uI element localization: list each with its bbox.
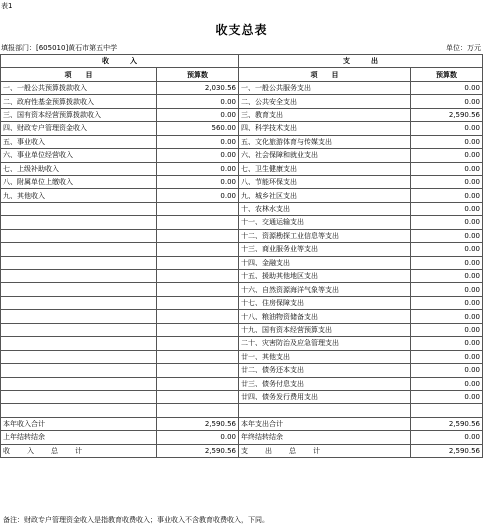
income-item-name <box>1 323 157 336</box>
income-item-name <box>1 270 157 283</box>
table-number: 表1 <box>1 2 13 10</box>
income-item-value <box>157 323 239 336</box>
reporting-department: 填报部门：[605010]黄石市第五中学 <box>1 44 118 52</box>
table-row <box>1 202 483 215</box>
income-item-value: 0.00 <box>157 135 239 148</box>
income-item-name <box>1 377 157 390</box>
table-row <box>1 364 483 377</box>
table-row <box>1 296 483 309</box>
income-item-value: 0.00 <box>157 175 239 188</box>
page-title: 收支总表 <box>215 23 268 37</box>
table-row <box>1 243 483 256</box>
expense-item-value: 0.00 <box>411 122 483 135</box>
expense-item-value: 0.00 <box>411 175 483 188</box>
table-row <box>1 323 483 336</box>
income-total-label: 收 入 总 计 <box>1 444 157 457</box>
table-row <box>1 81 483 94</box>
income-item-name <box>1 202 157 215</box>
income-item-value: 560.00 <box>157 122 239 135</box>
expense-item-name: 八、节能环保支出 <box>239 175 411 188</box>
expense-item-name: 十一、交通运输支出 <box>239 216 411 229</box>
income-item-value <box>157 202 239 215</box>
expense-item-value: 0.00 <box>411 270 483 283</box>
expense-item-name: 十三、商业服务业等支出 <box>239 243 411 256</box>
income-item-value: 2,030.56 <box>157 81 239 94</box>
expense-item-header: 项 目 <box>239 68 411 81</box>
expense-item-value: 0.00 <box>411 256 483 269</box>
income-item-name <box>1 350 157 363</box>
expense-item-name: 十八、粮油物资储备支出 <box>239 310 411 323</box>
income-total-value: 0.00 <box>157 431 239 444</box>
expense-item-name: 五、文化旅游体育与传媒支出 <box>239 135 411 148</box>
table-row <box>1 377 483 390</box>
income-item-value <box>157 243 239 256</box>
budget-summary-table <box>0 54 483 458</box>
income-item-name: 九、其他收入 <box>1 189 157 202</box>
table-row <box>1 95 483 108</box>
income-item-value <box>157 216 239 229</box>
income-item-name: 三、国有资本经营预算拨款收入 <box>1 108 157 121</box>
table-row <box>1 229 483 242</box>
income-item-value <box>157 296 239 309</box>
income-item-value <box>157 390 239 403</box>
income-item-value: 0.00 <box>157 189 239 202</box>
income-item-value: 0.00 <box>157 149 239 162</box>
expense-item-value: 0.00 <box>411 135 483 148</box>
expense-total-label: 本年支出合计 <box>239 417 411 430</box>
column-header-row <box>1 68 483 81</box>
expense-item-value: 0.00 <box>411 323 483 336</box>
table-row <box>1 404 483 417</box>
expense-item-name: 二十、灾害防治及应急管理支出 <box>239 337 411 350</box>
income-total-label: 本年收入合计 <box>1 417 157 430</box>
expense-item-value: 0.00 <box>411 283 483 296</box>
expense-item-value: 0.00 <box>411 296 483 309</box>
expense-total-value: 2,590.56 <box>411 417 483 430</box>
expense-item-value: 0.00 <box>411 149 483 162</box>
income-item-value: 0.00 <box>157 162 239 175</box>
table-row <box>1 175 483 188</box>
income-item-name: 一、一般公共预算拨款收入 <box>1 81 157 94</box>
income-item-name <box>1 310 157 323</box>
income-item-name: 五、事业收入 <box>1 135 157 148</box>
expense-item-name: 九、城乡社区支出 <box>239 189 411 202</box>
expense-item-name: 二、公共安全支出 <box>239 95 411 108</box>
income-item-value <box>157 377 239 390</box>
total-row <box>1 444 483 457</box>
expense-item-value <box>411 404 483 417</box>
expense-item-name: 廿三、债务付息支出 <box>239 377 411 390</box>
income-item-name: 二、政府性基金预算拨款收入 <box>1 95 157 108</box>
income-item-name <box>1 229 157 242</box>
expense-item-name: 廿四、债务发行费用支出 <box>239 390 411 403</box>
income-item-value <box>157 270 239 283</box>
income-item-name: 六、事业单位经营收入 <box>1 149 157 162</box>
expense-item-value: 0.00 <box>411 310 483 323</box>
expense-item-name <box>239 404 411 417</box>
income-total-value: 2,590.56 <box>157 444 239 457</box>
table-row <box>1 189 483 202</box>
table-row <box>1 283 483 296</box>
expense-item-name: 十九、国有资本经营预算支出 <box>239 323 411 336</box>
footnote: 备注：财政专户管理资金收入是指教育收费收入；事业收入不含教育收费收入，下同。 <box>3 516 269 524</box>
expense-item-name: 十五、援助其他地区支出 <box>239 270 411 283</box>
table-row <box>1 149 483 162</box>
expense-item-name: 三、教育支出 <box>239 108 411 121</box>
table-row <box>1 310 483 323</box>
expense-item-value: 0.00 <box>411 390 483 403</box>
table-row <box>1 162 483 175</box>
income-item-value <box>157 256 239 269</box>
income-item-name <box>1 256 157 269</box>
expense-item-name: 十六、自然资源海洋气象等支出 <box>239 283 411 296</box>
income-item-name <box>1 337 157 350</box>
expense-section-header: 支 出 <box>239 55 483 68</box>
income-item-name: 七、上级补助收入 <box>1 162 157 175</box>
expense-item-value: 0.00 <box>411 337 483 350</box>
unit-of-measure: 单位：万元 <box>446 44 481 52</box>
income-total-label: 上年结转结余 <box>1 431 157 444</box>
income-item-name <box>1 390 157 403</box>
expense-item-name: 十四、金融支出 <box>239 256 411 269</box>
expense-item-value: 0.00 <box>411 95 483 108</box>
table-row <box>1 256 483 269</box>
expense-item-value: 0.00 <box>411 350 483 363</box>
expense-item-name: 十、农林水支出 <box>239 202 411 215</box>
expense-item-value: 0.00 <box>411 202 483 215</box>
income-item-value: 0.00 <box>157 108 239 121</box>
income-item-name <box>1 364 157 377</box>
income-item-name <box>1 283 157 296</box>
income-item-name: 四、财政专户管理资金收入 <box>1 122 157 135</box>
expense-item-value: 0.00 <box>411 162 483 175</box>
table-row <box>1 350 483 363</box>
income-item-name <box>1 296 157 309</box>
expense-item-name: 十二、资源勘探工业信息等支出 <box>239 229 411 242</box>
income-item-value <box>157 310 239 323</box>
income-item-value <box>157 350 239 363</box>
income-item-value <box>157 229 239 242</box>
expense-total-value: 0.00 <box>411 431 483 444</box>
income-item-header: 项 目 <box>1 68 157 81</box>
expense-item-value: 0.00 <box>411 243 483 256</box>
table-row <box>1 108 483 121</box>
income-total-value: 2,590.56 <box>157 417 239 430</box>
total-row <box>1 431 483 444</box>
income-budget-header: 预算数 <box>157 68 239 81</box>
expense-item-name: 廿二、债务还本支出 <box>239 364 411 377</box>
income-item-value <box>157 283 239 296</box>
expense-item-name: 十七、住房保障支出 <box>239 296 411 309</box>
expense-item-name: 一、一般公共服务支出 <box>239 81 411 94</box>
total-row <box>1 417 483 430</box>
expense-total-value: 2,590.56 <box>411 444 483 457</box>
expense-item-value: 0.00 <box>411 229 483 242</box>
income-item-value <box>157 337 239 350</box>
expense-budget-header: 预算数 <box>411 68 483 81</box>
income-item-value <box>157 404 239 417</box>
income-item-value <box>157 364 239 377</box>
table-row <box>1 390 483 403</box>
expense-total-label: 年终结转结余 <box>239 431 411 444</box>
expense-item-value: 0.00 <box>411 189 483 202</box>
income-section-header: 收 入 <box>1 55 239 68</box>
income-item-name <box>1 404 157 417</box>
expense-item-name: 廿一、其他支出 <box>239 350 411 363</box>
expense-item-name: 六、社会保障和就业支出 <box>239 149 411 162</box>
table-row <box>1 122 483 135</box>
expense-total-label: 支 出 总 计 <box>239 444 411 457</box>
table-row <box>1 270 483 283</box>
income-item-name <box>1 243 157 256</box>
income-item-value: 0.00 <box>157 95 239 108</box>
expense-item-value: 0.00 <box>411 377 483 390</box>
expense-item-value: 0.00 <box>411 216 483 229</box>
expense-item-value: 0.00 <box>411 364 483 377</box>
section-header-row <box>1 55 483 68</box>
income-item-name: 八、附属单位上缴收入 <box>1 175 157 188</box>
expense-item-name: 四、科学技术支出 <box>239 122 411 135</box>
table-row <box>1 216 483 229</box>
expense-item-value: 2,590.56 <box>411 108 483 121</box>
income-item-name <box>1 216 157 229</box>
table-row <box>1 337 483 350</box>
table-row <box>1 135 483 148</box>
expense-item-value: 0.00 <box>411 81 483 94</box>
expense-item-name: 七、卫生健康支出 <box>239 162 411 175</box>
